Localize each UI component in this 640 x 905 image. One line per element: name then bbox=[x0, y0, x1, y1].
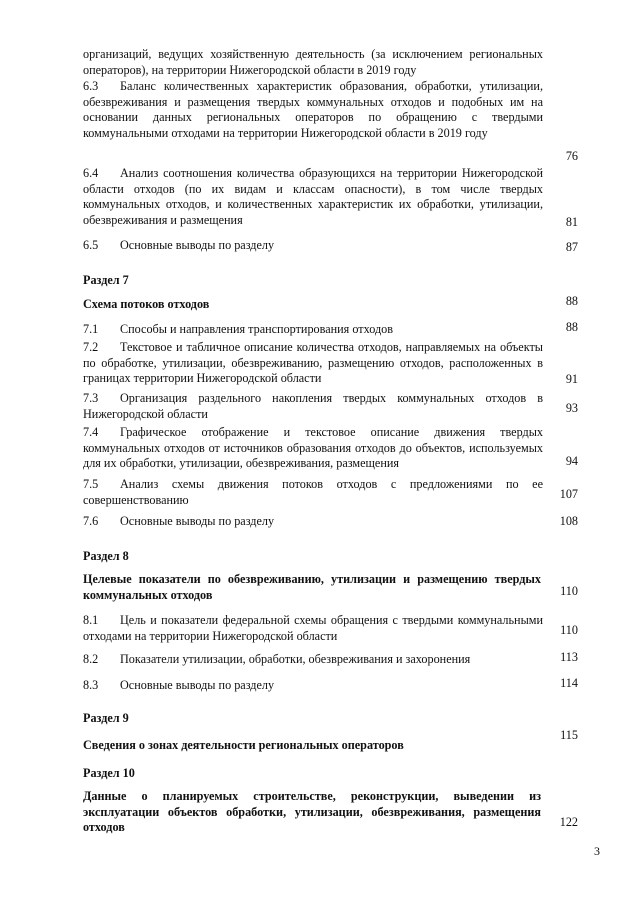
page-ref-7-5: 107 bbox=[559, 487, 578, 501]
entry-text: Основные выводы по разделу bbox=[120, 514, 275, 528]
page-ref-section-8: 110 bbox=[560, 584, 578, 598]
entry-number: 8.2 bbox=[83, 652, 99, 666]
entry-text: Текстовое и табличное описание количества отходов, направляемых на объекты по обработке, утилизации, обезвреживанию, размещению отходов, расположенных в границах территории Нижегородской области bbox=[83, 340, 543, 386]
entry-number: 7.2 bbox=[83, 340, 99, 354]
section-label-9: Раздел 9 bbox=[83, 711, 129, 725]
section-title-7: Схема потоков отходов bbox=[83, 297, 210, 311]
entry-text: Способы и направления транспортирования отходов bbox=[120, 322, 394, 336]
entry-text: Цель и показатели федеральной схемы обращения с твердыми коммунальными отходами на территории Нижегородской области bbox=[83, 613, 543, 643]
page-ref-8-1: 110 bbox=[560, 623, 578, 637]
entry-text: Организация раздельного накопления твердых коммунальных отходов в Нижегородской области bbox=[83, 391, 543, 421]
entry-text: Анализ схемы движения потоков отходов с предложениями по ее совершенствованию bbox=[83, 477, 543, 507]
page-ref-7-3: 93 bbox=[565, 401, 578, 415]
entry-number: 7.5 bbox=[83, 477, 99, 491]
toc-entry-8-3 bbox=[83, 678, 543, 694]
entry-text: Графическое отображение и текстовое описание движения твердых коммунальных отходов от источников образования отходов до объектов, используемых для их обработки, утилизации, обезвреживания, размещения bbox=[83, 425, 543, 471]
entry-number: 7.4 bbox=[83, 425, 99, 439]
toc-entry-6-3 bbox=[83, 79, 543, 141]
toc-entry-7-3 bbox=[83, 391, 543, 422]
entry-number: 7.3 bbox=[83, 391, 99, 405]
entry-text: Основные выводы по разделу bbox=[120, 678, 275, 692]
entry-number: 8.3 bbox=[83, 678, 99, 692]
page-ref-7-4: 94 bbox=[565, 454, 578, 468]
page-ref-6-3: 76 bbox=[565, 149, 578, 163]
page-ref-7-2: 91 bbox=[565, 372, 578, 386]
section-label-8: Раздел 8 bbox=[83, 549, 129, 563]
toc-entry-continued bbox=[83, 47, 543, 78]
page-ref-6-4: 81 bbox=[565, 215, 578, 229]
page-ref-section-9: 115 bbox=[560, 728, 578, 742]
entry-number: 7.1 bbox=[83, 322, 99, 336]
toc-entry-7-4 bbox=[83, 425, 543, 472]
page-ref-8-3: 114 bbox=[560, 676, 578, 690]
entry-number: 7.6 bbox=[83, 514, 99, 528]
entry-number: 8.1 bbox=[83, 613, 99, 627]
entry-text: Основные выводы по разделу bbox=[120, 238, 275, 252]
entry-number: 6.5 bbox=[83, 238, 99, 252]
section-label-7: Раздел 7 bbox=[83, 273, 129, 287]
section-title-9: Сведения о зонах деятельности региональных операторов bbox=[83, 738, 404, 752]
page-ref-section-7: 88 bbox=[565, 294, 578, 308]
section-title-8: Целевые показатели по обезвреживанию, утилизации и размещению твердых коммунальных отходов bbox=[83, 572, 541, 602]
page-number: 3 bbox=[594, 844, 600, 858]
entry-text: Баланс количественных характеристик образования, обработки, утилизации, обезвреживания и размещения твердых коммунальных отходов и подобных им на основании данных региональных операторов по обращению с твердыми коммунальными отходами на территории Нижегородской области в 2019 году bbox=[83, 79, 543, 140]
toc-entry-8-2 bbox=[83, 652, 543, 668]
page-ref-6-5: 87 bbox=[565, 240, 578, 254]
entry-number: 6.4 bbox=[83, 166, 99, 180]
page-ref-section-10: 122 bbox=[559, 815, 578, 829]
toc-entry-6-5 bbox=[83, 238, 543, 254]
toc-entry-7-6 bbox=[83, 514, 543, 530]
section-label-10: Раздел 10 bbox=[83, 766, 135, 780]
entry-text: Показатели утилизации, обработки, обезвреживания и захоронения bbox=[120, 652, 471, 666]
entry-text: организаций, ведущих хозяйственную деятельность (за исключением региональных операторов), на территории Нижегородской области в 2019 году bbox=[83, 47, 543, 77]
page-ref-8-2: 113 bbox=[560, 650, 578, 664]
toc-entry-6-4 bbox=[83, 166, 543, 228]
page-ref-7-6: 108 bbox=[559, 514, 578, 528]
toc-entry-7-1 bbox=[83, 322, 543, 338]
entry-number: 6.3 bbox=[83, 79, 99, 93]
toc-entry-7-5 bbox=[83, 477, 543, 508]
section-title-10: Данные о планируемых строительстве, реконструкции, выведении из эксплуатации объектов обработки, утилизации, обезвреживания, размещения отходов bbox=[83, 789, 541, 835]
entry-text: Анализ соотношения количества образующихся на территории Нижегородской области отходов (по их видам и классам опасности), в том числе твердых коммунальных отходов, и количественных характеристик их обработки, утилизации, обезвреживания и размещения bbox=[83, 166, 543, 227]
page-ref-7-1: 88 bbox=[565, 320, 578, 334]
toc-entry-7-2 bbox=[83, 340, 543, 387]
toc-entry-8-1 bbox=[83, 613, 543, 644]
